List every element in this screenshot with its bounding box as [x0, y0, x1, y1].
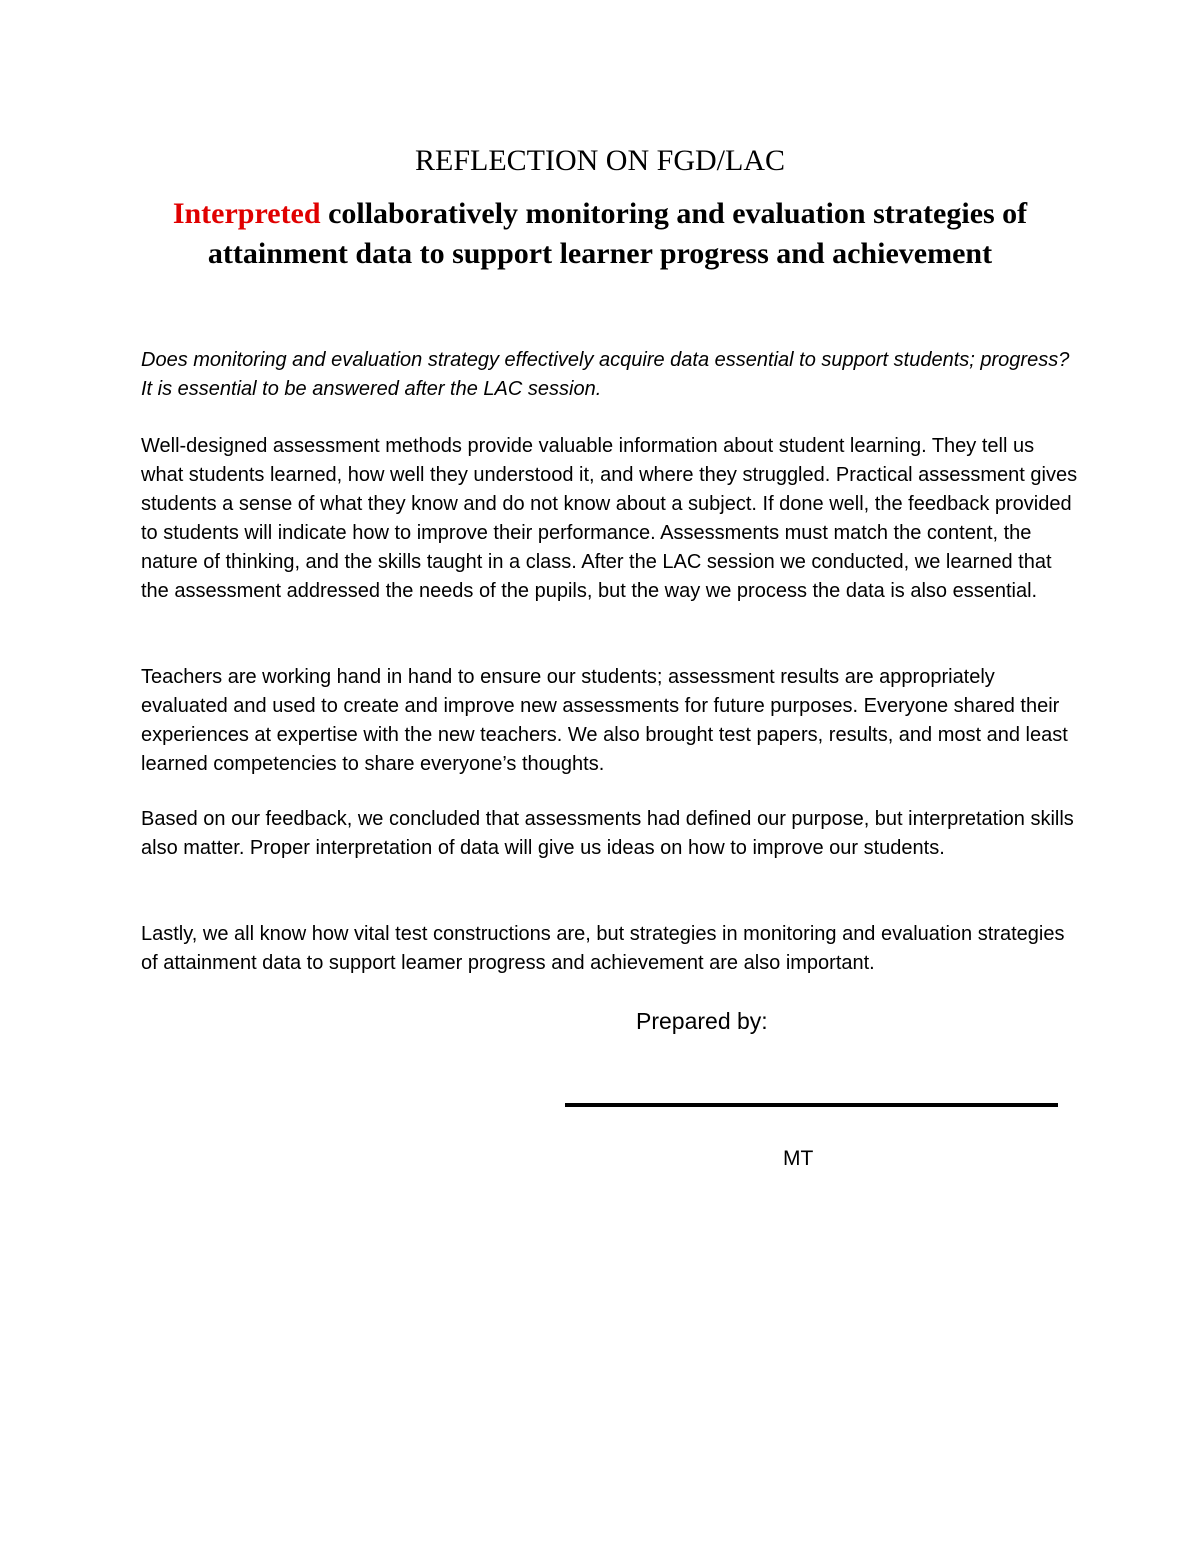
document-title: REFLECTION ON FGD/LAC: [414, 144, 785, 177]
signature-line: [565, 1103, 1058, 1107]
reflection-question: Does monitoring and evaluation strategy effectively acquire data essential to support students; progress? It is essential to be answered after the LAC session.: [141, 349, 1070, 400]
paragraph-feedback-conclusion: Based on our feedback, we concluded that assessments had defined our purpose, but interpretation skills also matter. Proper interpretation of data will give us ideas on how to improve our students.: [141, 808, 1074, 859]
paragraph-teachers-collaboration: Teachers are working hand in hand to ensure our students; assessment results are appropriately evaluated and used to create and improve new assessments for future purposes. Everyone shared their experiences at expertise with the new teachers. We also brought test papers, results, and most and least learned competencies to share everyone’s thoughts.: [141, 666, 1068, 775]
paragraph-assessment-methods: Well-designed assessment methods provide valuable information about student learning. They tell us what students learned, how well they understood it, and where they struggled. Practical assessment gives students a sense of what they know and do not know about a subject. If done well, the feedback provided to students will indicate how to improve their performance. Assessments must match the content, the nature of thinking, and the skills taught in a class. After the LAC session we conducted, we learned that the assessment addressed the needs of the pupils, but the way we process the data is also essential.: [141, 435, 1078, 602]
subtitle-rest: collaboratively monitoring and evaluation strategies of attainment data to support learner progress and achievement: [207, 197, 1028, 270]
signer-name: MT: [783, 1147, 814, 1170]
document-subtitle: [100, 194, 1100, 274]
prepared-by-label: Prepared by:: [636, 1008, 768, 1034]
subtitle-accent-word: Interpreted: [172, 197, 321, 230]
paragraph-closing: Lastly, we all know how vital test constructions are, but strategies in monitoring and evaluation strategies of attainment data to support leamer progress and achievement are also important.: [141, 923, 1065, 974]
